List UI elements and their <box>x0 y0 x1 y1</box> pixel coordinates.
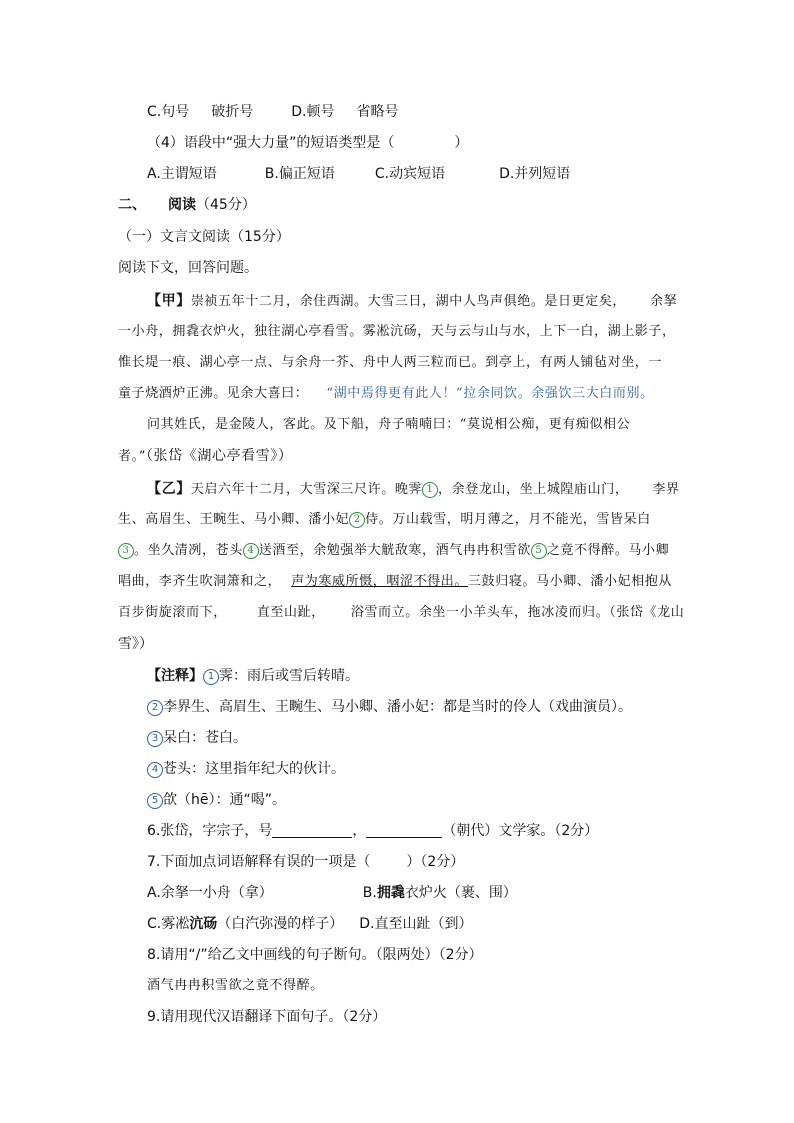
answer-blank-2[interactable] <box>366 823 442 838</box>
question-7-stem: 7.下面加点词语解释有误的一项是（ ）（2分） <box>147 854 465 870</box>
q4-option-a: A.主谓短语 <box>147 166 217 182</box>
q7-option-d: D.直至山趾（到） <box>359 916 473 932</box>
note-2: 2 李界生、高眉生、王畹生、马小卿、潘小妃：都是当时的伶人（戏曲演员）。 <box>147 696 632 718</box>
q3-option-c-value: 破折号 <box>211 104 254 120</box>
passage-jia-line-3: 惟长堤一痕、湖心亭一点、与余舟一芥、舟中人两三粒而已。到亭上，有两人铺毡对坐，一 <box>118 355 663 370</box>
q4-options-row <box>147 163 570 185</box>
note-5: 5 欱（hē）：通“喝”。 <box>147 789 286 811</box>
passage-jia-line-5: 问其姓氏，是金陵人，客此。及下船，舟子喃喃曰：“莫说相公痴，更有痴似相公 <box>147 417 631 432</box>
passage-jia-line-1: 【甲】崇祯五年十二月，余住西湖。大雪三日，湖中人鸟声俱绝。是日更定矣， 余拏 <box>147 293 678 309</box>
note-4: 4 苍头：这里指年纪大的伙计。 <box>147 758 345 780</box>
notes-tag: 【注释】 <box>147 668 203 684</box>
q4-option-d: D.并列短语 <box>499 166 571 182</box>
subsection-heading: （一）文言文阅读（15分） <box>118 229 290 245</box>
passage-jia-source: （张岱《湖心亭看雪》） <box>145 448 293 464</box>
passage-jia-line-4: 童子烧酒炉正沸。见余大喜曰： “湖中焉得更有此人！”拉余同饮。余强饮三大白而别。 <box>118 386 654 401</box>
question-7-options-ab <box>147 882 517 904</box>
underlined-sentence: 声为寒威所慑，咽涩不得出。 <box>291 574 469 589</box>
question-8-stem: 8.请用“/”给乙文中画线的句子断句。（限两处）（2分） <box>147 947 483 963</box>
passage-yi-line-4: 唱曲，李齐生吹洞箫和之， 声为寒威所慑，咽涩不得出。三鼓归寝。马小卿、潘小妃相抱从 <box>118 574 673 589</box>
q3-option-c: C.句号 <box>147 104 190 120</box>
question-9-stem: 9.请用现代汉语翻译下面句子。（2分） <box>147 1009 387 1025</box>
passage-jia-line-6: 者。”（张岱《湖心亭看雪》） <box>118 448 293 464</box>
passage-yi-line-3: 3 。坐久清冽，苍头 4 送酒至，余勉强举大觥敌寒，酒气冉冉积雪欲 5 之竟不得醉。马小卿 <box>118 540 669 562</box>
question-8-sentence: 酒气冉冉积雪欲之竟不得醉。 <box>147 978 324 993</box>
q7-option-b: B.拥毳衣炉火（裹、围） <box>362 885 517 901</box>
note-3: 3 呆白：苍白。 <box>147 727 247 749</box>
q3-option-d: D.顿号 <box>291 104 335 120</box>
q4-stem: （4）语段中“强大力量”的短语类型是（ ） <box>147 135 469 151</box>
passage-jia-line-2: 一小舟，拥毳衣炉火，独往湖心亭看雪。雾凇沆砀，天与云与山与水，上下一白，湖上影子， <box>118 324 676 339</box>
footnote-marker-1: 1 <box>422 482 438 498</box>
passage-yi-line-2: 生、高眉生、王畹生、马小卿、潘小妃 2 侍。万山载雪，明月薄之，月不能光，雪皆呆白 <box>118 512 651 527</box>
footnote-marker-5: 5 <box>531 543 547 559</box>
section-heading: 二、 阅读（45分） <box>118 197 256 213</box>
q3-options-row <box>147 101 398 123</box>
question-6: 6.张岱，字宗子，号 ， （朝代）文学家。（2分） <box>147 823 599 839</box>
passage-yi-line-1: 【乙】天启六年十二月，大雪深三尺许。晚霁 1 ，余登龙山，坐上城隍庙山门， 李界 <box>147 481 680 497</box>
q7-option-a: A.余拏一小舟（拿） <box>147 885 273 901</box>
answer-blank-1[interactable] <box>272 823 352 838</box>
footnote-marker-4: 4 <box>243 543 259 559</box>
q4-option-b: B.偏正短语 <box>264 166 335 182</box>
passage-yi-line-6: 雪》） <box>118 636 153 652</box>
footnote-marker-3: 3 <box>118 543 134 559</box>
question-7-options-cd <box>147 913 472 935</box>
note-1: 【注释】 1 霁：雨后或雪后转晴。 <box>147 668 359 684</box>
passage-yi-tag: 【乙】 <box>147 481 191 497</box>
instruction: 阅读下文，回答问题。 <box>118 260 258 276</box>
q4-option-c: C.动宾短语 <box>374 166 446 182</box>
passage-yi-line-5: 百步街旋滚而下， 直至山趾， 浴雪而立。余坐一小羊头车，拖冰凌而归。（张岱《龙山 <box>118 605 685 620</box>
q3-option-d-value: 省略号 <box>356 104 399 120</box>
q7-option-c: C.雾凇沆砀（白汽弥漫的样子） <box>147 916 344 932</box>
passage-jia-tag: 【甲】 <box>147 293 191 309</box>
footnote-marker-2: 2 <box>349 512 365 528</box>
